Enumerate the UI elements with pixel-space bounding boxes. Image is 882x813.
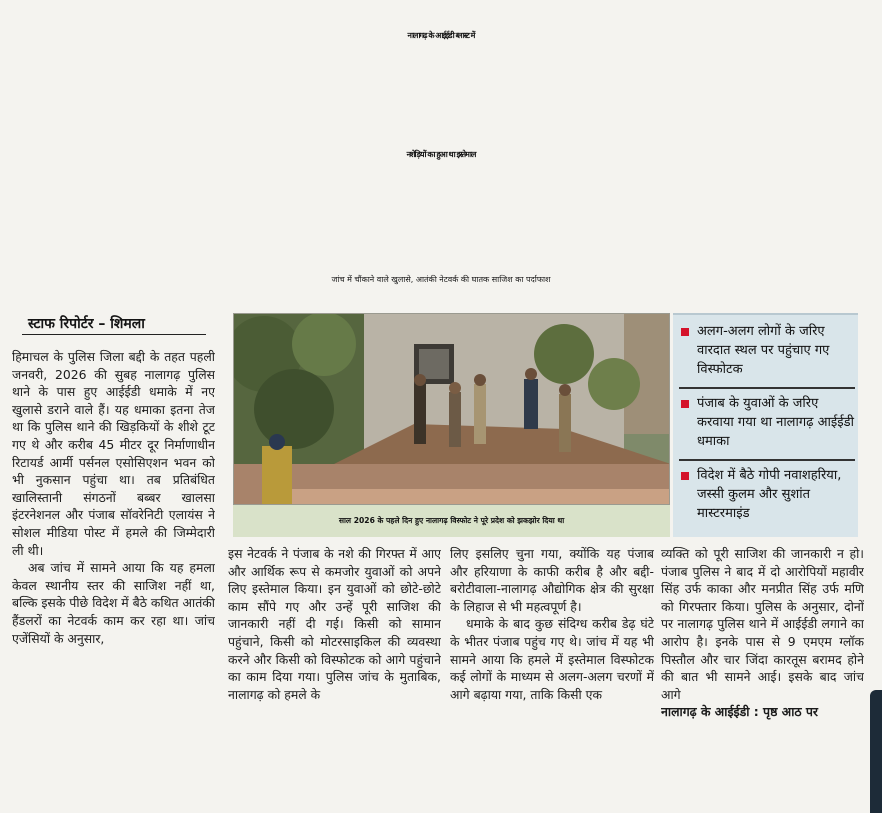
article-paragraph: इस नेटवर्क ने पंजाब के नशे की गिरफ्त में आए और आर्थिक रूप से कमजोर युवाओं को अपने लिए इस्तेमाल किया। इन युवाओं को छोटे-छोटे काम सौंपे गए और उन्हें पूरी साजिश की जानकारी नहीं दी गई। किसी को सामान पहुंचाने, किसी को मोटरसाइकिल की व्यवस्था करने और किसी को विस्फोटक को आगे पहुंचाने का काम दिया गया। पुलिस जांच के मुताबिक, नालागढ़ को हमले के: [228, 546, 441, 702]
article-column-4: [661, 545, 864, 807]
subheadline: जांच में चौंकाने वाले खुलासे, आतंकी नेटवर्क की घातक साजिश का पर्दाफाश: [331, 275, 551, 284]
bullet-square-icon: [681, 472, 689, 480]
article-paragraph: हिमाचल के पुलिस जिला बद्दी के तहत पहली जनवरी, 2026 की सुबह नालागढ़ पुलिस थाने के पास हुए आईईडी धमाके में नए खुलासे डराने वाले हैं। यह धमाका इतना तेज था कि पुलिस थाने की खिड़कियों के शीशे टूट गए थे और करीब 45 मीटर दूर निर्माणाधीन रिटायर्ड आर्मी पर्सनल एसोसिएशन भवन को भी नुकसान पहुंचा था। तब प्रतिबंधित खालिस्तानी संगठनों बब्बर खालसा इंटरनेशनल और पंजाब सॉवरेनिटी एलायंस ने सोशल मीडिया पोस्ट में हमले की जिम्मेदारी ली थी।: [12, 349, 215, 558]
article-paragraph: लिए इसलिए चुना गया, क्योंकि यह पंजाब और हरियाणा के काफी करीब है और बद्दी-बरोटीवाला-नालागढ़ औद्योगिक क्षेत्र की सुरक्षा के लिहाज से भी महत्वपूर्ण है।: [450, 546, 654, 614]
article-paragraph: व्यक्ति को पूरी साजिश की जानकारी न हो। पंजाब पुलिस ने बाद में दो आरोपियों महावीर सिंह उर्फ काका और मनप्रीत सिंह उर्फ मणि को गिरफ्तार किया। पुलिस के अनुसार, दोनों पर नालागढ़ पुलिस थाने में आईईडी लगाने का आरोप है। इनके पास से 9 एमएम ग्लॉक पिस्तौल और चार जिंदा कारतूस बरामद होने की बात भी सामने आई। इसके बाद जांच आगे: [661, 546, 864, 702]
news-photo: [233, 313, 670, 505]
headline-line-1: नालागढ़ के आईईडी ब्लास्ट में: [407, 31, 475, 40]
article-paragraph: अब जांच में सामने आया कि यह हमला केवल स्थानीय स्तर की साजिश नहीं था, बल्कि इसके पीछे विदेश में बैठे कथित आतंकी हैंडलरों का नेटवर्क काम कर रहा था। जांच एजेंसियों के अनुसार,: [12, 560, 215, 646]
continued-reference: नालागढ़ के आईईडी : पृष्ठ आठ पर: [661, 704, 818, 720]
blast-site-photo-image: [234, 314, 670, 505]
article-paragraph: धमाके के बाद कुछ संदिग्ध करीब डेढ़ घंटे के भीतर पंजाब पहुंच गए थे। जांच में यह भी सामने आया कि हमले में इस्तेमाल विस्फोटक कई लोगों के माध्यम से अलग-अलग चरणों में आगे बढ़ाया गया, ताकि किसी एक: [450, 616, 654, 702]
article-column-3: [450, 545, 654, 807]
bullet-square-icon: [681, 400, 689, 408]
bullet-square-icon: [681, 328, 689, 336]
highlight-item: पंजाब के युवाओं के जरिए करवाया गया था नालागढ़ आईईडी धमाका: [681, 394, 855, 451]
highlight-divider: [679, 459, 855, 461]
photo-caption: साल 2026 के पहले दिन हुए नालागढ़ विस्फोट ने पूरे प्रदेश को झकझोर दिया था: [233, 505, 670, 537]
highlight-divider: [679, 387, 855, 389]
page-edge-decoration: [870, 690, 882, 813]
highlight-item: अलग-अलग लोगों के जरिए वारदात स्थल पर पहुंचाए गए विस्फोटक: [681, 322, 855, 379]
highlights-box: [673, 313, 858, 537]
article-column-2: [228, 545, 441, 807]
byline: स्टाफ रिपोर्टर – शिमला: [22, 314, 206, 335]
article-column-1: [12, 348, 215, 808]
highlight-item: विदेश में बैठे गोपी नवाशहरिया, जस्सी कुलम और सुशांत मास्टरमाइंड: [681, 466, 855, 523]
headline-line-2: नशेड़ियों का हुआ था इस्तेमाल: [406, 150, 476, 159]
